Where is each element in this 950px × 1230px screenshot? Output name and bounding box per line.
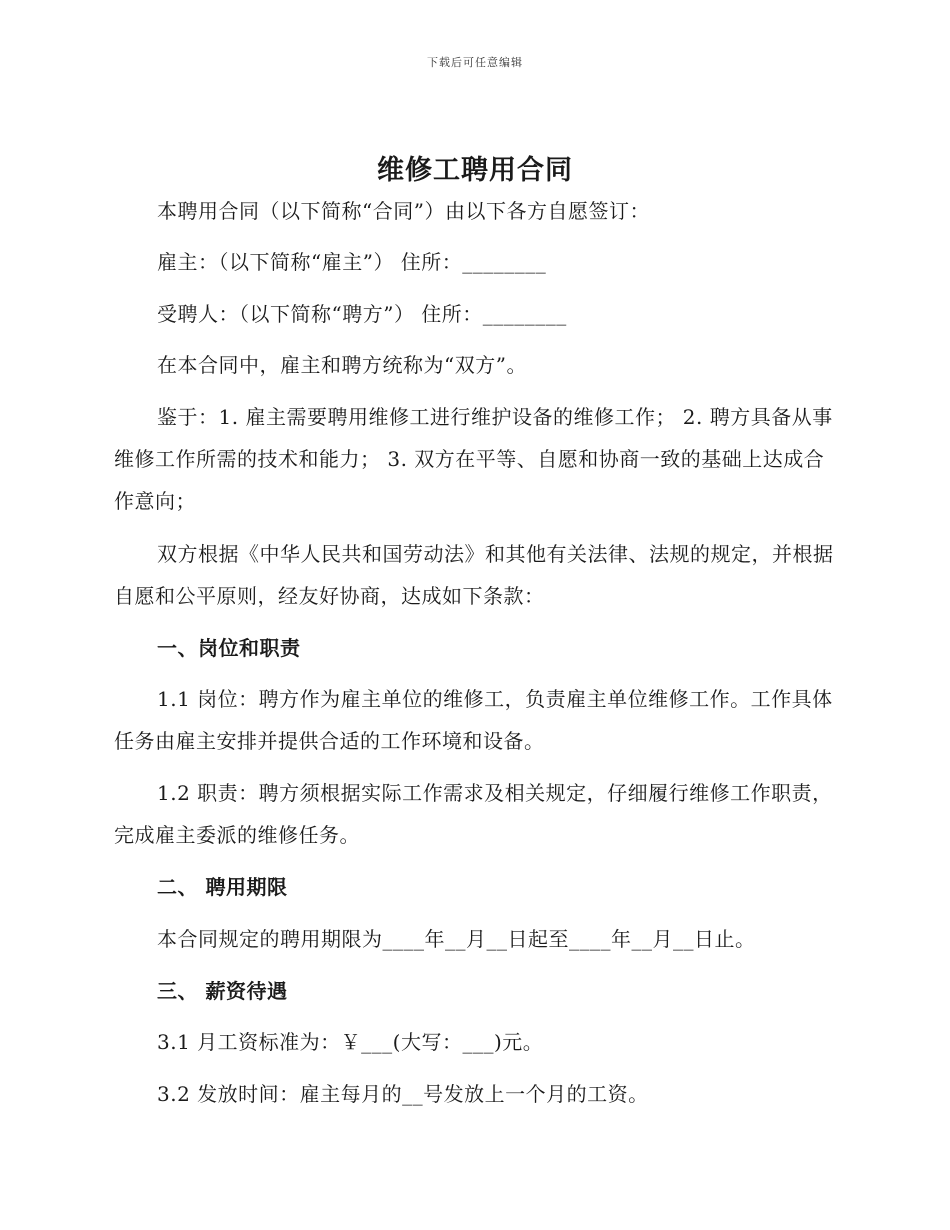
parties-definition: 在本合同中，雇主和聘方统称为“双方”。 bbox=[157, 353, 527, 377]
clause-1-1: 1.1 岗位：聘方作为雇主单位的维修工，负责雇主单位维修工作。工作具体任务由雇主安排并提供合适的工作环境和设备。 bbox=[114, 687, 833, 753]
employee-line: 受聘人：（以下简称“聘方”） 住所：________ bbox=[157, 302, 567, 326]
clause-3-1: 3.1 月工资标准为：￥___(大写：___)元。 bbox=[157, 1030, 544, 1054]
whereas-paragraph: 鉴于：1. 雇主需要聘用维修工进行维护设备的维修工作； 2. 聘方具备从事维修工作所需的技术和能力； 3. 双方在平等、自愿和协商一致的基础上达成合作意向； bbox=[114, 405, 833, 513]
clause-3-2: 3.2 发放时间：雇主每月的__号发放上一个月的工资。 bbox=[157, 1082, 649, 1106]
employer-line: 雇主：（以下简称“雇主”） 住所：________ bbox=[157, 250, 547, 274]
section-heading-1: 一、岗位和职责 bbox=[157, 636, 301, 660]
section-heading-3: 三、 薪资待遇 bbox=[157, 979, 288, 1003]
header-note: 下载后可任意编辑 bbox=[427, 56, 523, 69]
clause-1-2: 1.2 职责：聘方须根据实际工作需求及相关规定，仔细履行维修工作职责，完成雇主委派的维修任务。 bbox=[114, 781, 833, 847]
term-paragraph: 本合同规定的聘用期限为____年__月__日起至____年__月__日止。 bbox=[157, 927, 756, 951]
basis-paragraph: 双方根据《中华人民共和国劳动法》和其他有关法律、法规的规定，并根据自愿和公平原则，经友好协商，达成如下条款： bbox=[114, 542, 834, 608]
intro-paragraph: 本聘用合同（以下简称“合同”）由以下各方自愿签订： bbox=[157, 199, 650, 223]
document-title: 维修工聘用合同 bbox=[377, 155, 573, 186]
section-heading-2: 二、 聘用期限 bbox=[157, 875, 288, 899]
